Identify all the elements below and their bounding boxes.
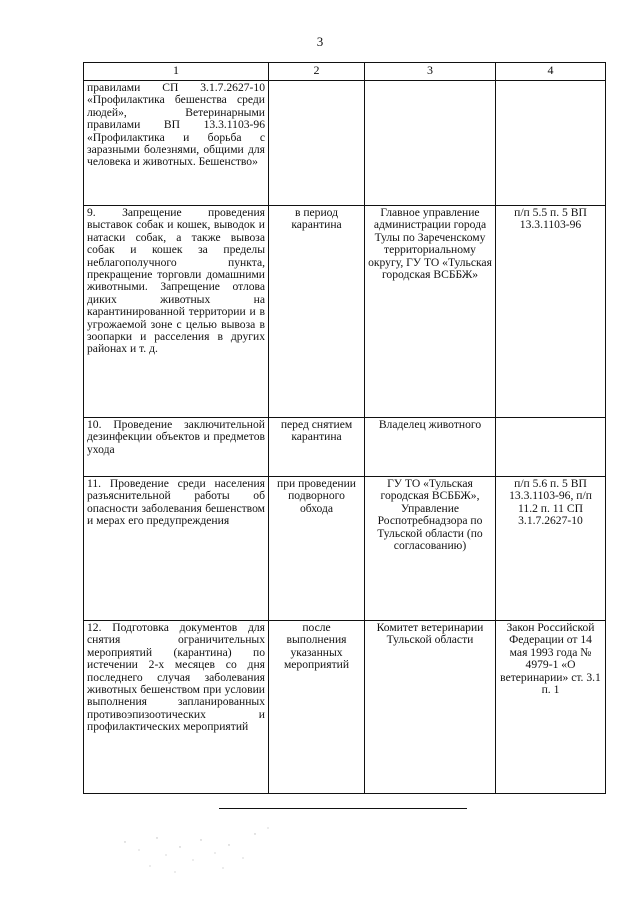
row-basis: [496, 418, 606, 477]
row-measure: правилами СП 3.1.7.2627-10 «Профилактика бешенства среди людей», Ветеринарными правилами ВП 13.3.1103-96 «Профилактика и борьба с заразными болезнями, общими для человека и животных. Бешенство»: [84, 81, 269, 206]
row-term: [269, 81, 365, 206]
page-number: 3: [316, 34, 324, 49]
scan-noise: [105, 820, 305, 880]
signature-separator-line: [219, 808, 467, 809]
row-basis: Закон Российской Федерации от 14 мая 1993 года № 4979-1 «О ветеринарии» ст. 3.1 п. 1: [496, 621, 606, 794]
header-col-1: 1: [84, 63, 269, 81]
row-measure: 9. Запрещение проведения выставок собак и кошек, выводок и натаски собак, а также вывоза собак и кошек за пределы неблагополучного пункта, прекращение торговли домашними животными. Запрещение отлова диких животных на карантинированной территории и в угрожаемой зоне с целью вывоза в зоопарки и расселения в других районах и т. д.: [84, 206, 269, 418]
row-term: в период карантина: [269, 206, 365, 418]
row-responsible: Главное управление администрации города Тулы по Зареченскому территориальному округу, ГУ ТО «Тульская городская ВСББЖ»: [365, 206, 496, 418]
row-responsible: Владелец животного: [365, 418, 496, 477]
header-col-3: 3: [365, 63, 496, 81]
header-col-2: 2: [269, 63, 365, 81]
row-responsible: Комитет ветеринарии Тульской области: [365, 621, 496, 794]
table-row: [84, 206, 606, 418]
table-row: [84, 477, 606, 621]
row-responsible: ГУ ТО «Тульская городская ВСББЖ», Управление Роспотребнадзора по Тульской области (по согласованию): [365, 477, 496, 621]
measures-table: [83, 62, 606, 794]
table-row: [84, 621, 606, 794]
row-basis: [496, 81, 606, 206]
row-term: после выполнения указанных мероприятий: [269, 621, 365, 794]
row-term: при проведении подворного обхода: [269, 477, 365, 621]
row-basis: п/п 5.6 п. 5 ВП 13.3.1103-96, п/п 11.2 п. 11 СП 3.1.7.2627-10: [496, 477, 606, 621]
row-term: перед снятием карантина: [269, 418, 365, 477]
header-col-4: 4: [496, 63, 606, 81]
table-row: [84, 81, 606, 206]
row-measure: 11. Проведение среди населения разъяснительной работы об опасности заболевания бешенством и мерах его предупреждения: [84, 477, 269, 621]
table-header-row: [84, 63, 606, 81]
row-measure: 10. Проведение заключительной дезинфекции объектов и предметов ухода: [84, 418, 269, 477]
row-responsible: [365, 81, 496, 206]
row-measure: 12. Подготовка документов для снятия ограничительных мероприятий (карантина) по истечении 2-х месяцев со дня последнего случая заболевания животных бешенством при условии выполнения запланированных противоэпизоотических и профилактических мероприятий: [84, 621, 269, 794]
row-basis: п/п 5.5 п. 5 ВП 13.3.1103-96: [496, 206, 606, 418]
table-row: [84, 418, 606, 477]
